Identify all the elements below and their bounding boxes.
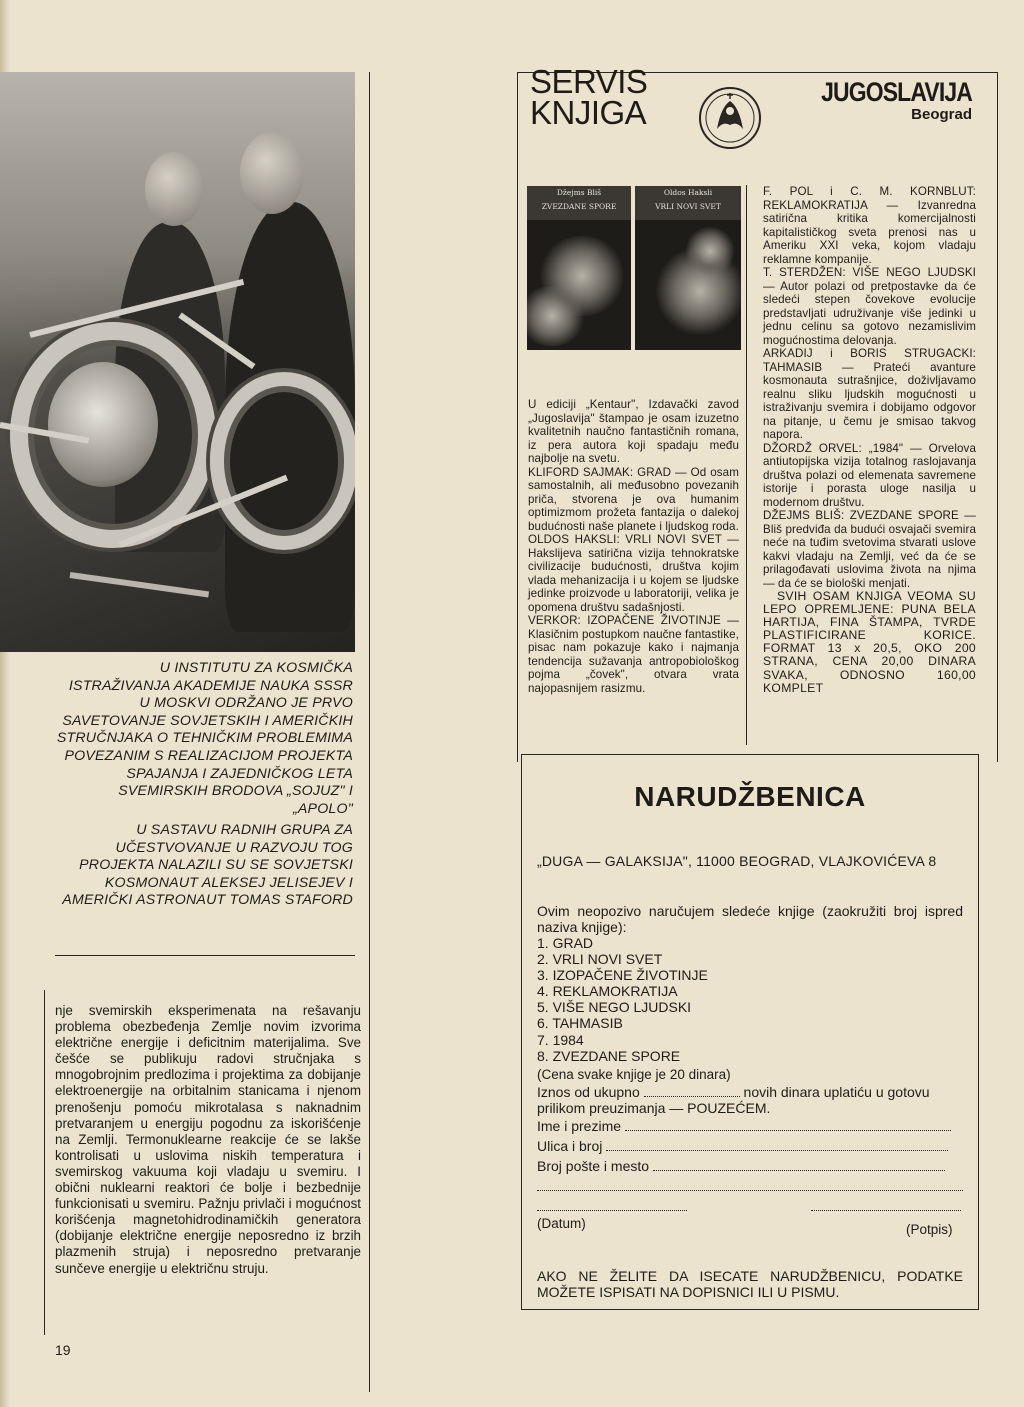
payment-prefix: Iznos od ukupno bbox=[537, 1084, 640, 1100]
ad-right-rule bbox=[997, 72, 998, 762]
ad-paragraph: DŽEJMS BLIŠ: ZVEZDANE SPORE — Bliš predviđa da budući osvajači svemira neće na tuđim svetovima stvarati uslove kakvi vladaju na Zemlji, već da će se prilagođavati uslovima života na njima — da će se biološki menjati. bbox=[763, 509, 976, 590]
street-label: Ulica i broj bbox=[537, 1138, 603, 1154]
photo-scientists-with-spacecraft-module bbox=[0, 72, 355, 652]
street-field[interactable] bbox=[606, 1150, 948, 1151]
order-book-option[interactable]: 8. ZVEZDANE SPORE bbox=[537, 1047, 681, 1064]
amount-field[interactable] bbox=[644, 1096, 740, 1097]
order-book-option[interactable]: 4. REKLAMOKRATIJA bbox=[537, 983, 678, 1000]
post-field-row bbox=[537, 1158, 963, 1174]
name-field-row bbox=[537, 1118, 963, 1134]
signature-label: (Potpis) bbox=[906, 1222, 953, 1237]
order-book-option[interactable]: 5. VIŠE NEGO LJUDSKI bbox=[537, 999, 692, 1016]
order-book-option[interactable]: 3. IZOPAČENE ŽIVOTINJE bbox=[537, 967, 708, 984]
publisher-name: JUGOSLAVIJA bbox=[821, 77, 972, 107]
order-form-title: NARUDŽBENICA bbox=[634, 781, 866, 812]
name-label: Ime i prezime bbox=[537, 1118, 622, 1134]
post-field[interactable] bbox=[653, 1170, 945, 1171]
ad-title-line2: KNJIGA bbox=[530, 94, 647, 131]
ad-paragraph: DŽORDŽ ORVEL: „1984" — Orvelova antiutopijska vizija totalnog raslojavanja društva polazi od elemenata savremene istorije i porasta uloge nasilja u modernom društvu. bbox=[763, 441, 976, 509]
order-book-list bbox=[537, 935, 963, 1064]
order-footer-note: AKO NE ŽELITE DA ISECATE NARUDŽBENICU, PODATKE MOŽETE ISPISATI NA DOPISNICI ILI U PISMU. bbox=[537, 1268, 963, 1300]
publisher-emblem-icon bbox=[697, 85, 763, 151]
publisher-city: Beograd bbox=[911, 106, 972, 123]
book-cover-vrli-novi-svet bbox=[635, 186, 741, 350]
name-field[interactable] bbox=[625, 1130, 951, 1131]
ad-description-right bbox=[763, 185, 976, 695]
date-field[interactable] bbox=[537, 1210, 687, 1211]
cover-title: ZVEZDANE SPORE bbox=[541, 202, 617, 211]
left-column-rule bbox=[369, 72, 370, 1392]
ad-paragraph: ARKADIJ i BORIS STRUGACKI: TAHMASIB — Prateći avanture kosmonauta sutrašnjice, doživljavamo realnu sliku ljudskih mogućnosti u istraživanju svemira i dobijamo odgovor na pitanje, u čemu je smisao takvog napora. bbox=[763, 347, 976, 441]
ad-offer: SVIH OSAM KNJIGA VEOMA SU LEPO OPREMLJENE: PUNA BELA HARTIJA, FINA ŠTAMPA, TVRDE PLASTIFICIRANE KORICE. FORMAT 13 x 20,5, OKO 200 STRANA, CENA 20,00 DINARA SVAKA, ODNOSNO 160,00 KOMPLET bbox=[763, 589, 976, 695]
ad-paragraph: T. STERDŽEN: VIŠE NEGO LJUDSKI — Autor polazi od pretpostavke da će sledeći stepen čovekove evolucije predstavljati udruživanje više jedinki u jednu celinu sa gotovo nezamislivim mogućnostima delovanja. bbox=[763, 266, 976, 347]
order-book-option[interactable]: 1. GRAD bbox=[537, 935, 594, 951]
ad-paragraph: VERKOR: IZOPAČENE ŽIVOTINJE — Klasičnim postupkom naučne fantastike, pisac nam pokazuje kako i najmanja tendencija sužavanja antropobiološkog pojma „čovek", otvara vrata najopasnijem rasizmu. bbox=[528, 614, 739, 695]
ad-divider bbox=[746, 185, 747, 745]
ad-title bbox=[530, 63, 648, 131]
order-intro: Ovim neopozivo naručujem sledeće knjige (zaokružiti broj ispred naziva knjige): bbox=[537, 903, 963, 935]
article-divider bbox=[55, 955, 355, 956]
ad-description-left bbox=[528, 398, 739, 695]
ad-paragraph: KLIFORD SAJMAK: GRAD — Od osam samostalnih, ali međusobno povezanih priča, stvorena je ova humanim optimizmom prožeta fantazija o dalekoj budućnosti naše planete i ljudskog roda. bbox=[528, 465, 739, 533]
book-cover-zvezdane-spore bbox=[527, 186, 631, 350]
ad-left-rule bbox=[517, 72, 518, 762]
ad-paragraph: OLDOS HAKSLI: VRLI NOVI SVET — Hakslijeva satirična vizija tehnokratske civilizacije budućnosti, društva kojim vlada mehanizacija i u kojem se ljudske jedinke proizvode u laboratoriji, velika je opomena društvu sadašnjosti. bbox=[528, 533, 739, 614]
signature-line-row bbox=[537, 1198, 963, 1214]
order-address: „DUGA — GALAKSIJA", 11000 BEOGRAD, VLAJKOVIĆEVA 8 bbox=[537, 853, 937, 869]
article-body-text: nje svemirskih eksperimenata na rešavanju problema obezbeđenja Zemlje novim izvorima električne energije i deficitnim materijalima. Sve češće se publikuju radovi stručnjaka s mnogobrojnim predlozima i projektima za dobijanje elektroenergije na orbitalnim stanicama i njenom prenošenju pomoću mikrotalasa s naknadnim pretvaranjem u energiju pogodnu za iskorišćenje na Zemlji. Termonuklearne reakcije će se lakše kontrolisati u uslovima niskih temperatura i svemirskog vakuuma koji vladaju u svemiru. I obični nuklearni reaktori će bolje i bezbednije funkcionisati u svemiru. Pažnju privlači i mogućnost korišćenja magnetohidrodinamičkih generatora (dobijanje električne energije neposredno iz brzih plazmenih struja) i neposredno pretvaranje sunčeve energije u električnu struju. bbox=[55, 1003, 361, 1276]
date-label: (Datum) bbox=[537, 1216, 586, 1231]
cover-title: VRLI NOVI SVET bbox=[655, 202, 721, 211]
price-note: (Cena svake knjige je 20 dinara) bbox=[537, 1067, 731, 1082]
cover-author: Oldos Haksli bbox=[663, 188, 713, 197]
ad-paragraph: F. POL i C. M. KORNBLUT: REKLAMOKRATIJA — Izvanredna satirična kritika komercijalnosti kapitalističkog sveta prenosi nas u Ameriku XXI veka, kojom vladaju reklamne kompanije. bbox=[763, 185, 976, 266]
ad-title-line1: SERVIS bbox=[530, 63, 648, 100]
cover-author: Džejms Bliš bbox=[556, 188, 602, 197]
order-book-option[interactable]: 7. 1984 bbox=[537, 1031, 584, 1048]
photo-caption: U INSTITUTU ZA KOSMIČKA ISTRAŽIVANJA AKADEMIJE NAUKA SSSR U MOSKVI ODRŽANO JE PRVO SAVETOVANJE SOVJETSKIH I AMERIČKIH STRUČNJAKA O TEHNIČKIM PROBLEMIMA POVEZANIM S REALIZACIJOM PROJEKTA SPAJANJA I ZAJEDNIČKOG LETA SVEMIRSKIH BRODOVA „SOJUZ" I „APOLO" bbox=[56, 660, 353, 817]
payment-line bbox=[537, 1084, 963, 1116]
photo-caption-secondary: U SASTAVU RADNIH GRUPA ZA UČESTVOVANJE U RAZVOJU TOG PROJEKTA NALAZILI SU SE SOVJETSKI KOSMONAUT ALEKSEJ JELISEJEV I AMERIČKI ASTRONAUT TOMAS STAFORD bbox=[62, 822, 353, 909]
ad-paragraph: U ediciji „Kentaur", Izdavački zavod „Jugoslavija" štampao je osam izuzetno kvalitetnih naučno fantastičnih romana, iz pera autora koji spadaju među najbolje na svetu. bbox=[528, 398, 739, 465]
signature-field[interactable] bbox=[811, 1210, 961, 1211]
street-field-row bbox=[537, 1138, 963, 1154]
order-book-option[interactable]: 6. TAHMASIB bbox=[537, 1015, 623, 1032]
order-book-option[interactable]: 2. VRLI NOVI SVET bbox=[537, 951, 663, 968]
page-number: 19 bbox=[55, 1342, 71, 1358]
article-side-rule bbox=[44, 990, 45, 1335]
extra-address-line bbox=[537, 1178, 963, 1194]
payment-suffix: novih dinara uplatiću u gotovu prilikom preuzimanja — POUZEĆEM. bbox=[537, 1084, 930, 1116]
post-label: Broj pošte i mesto bbox=[537, 1158, 650, 1174]
address-continuation-field[interactable] bbox=[537, 1190, 963, 1191]
